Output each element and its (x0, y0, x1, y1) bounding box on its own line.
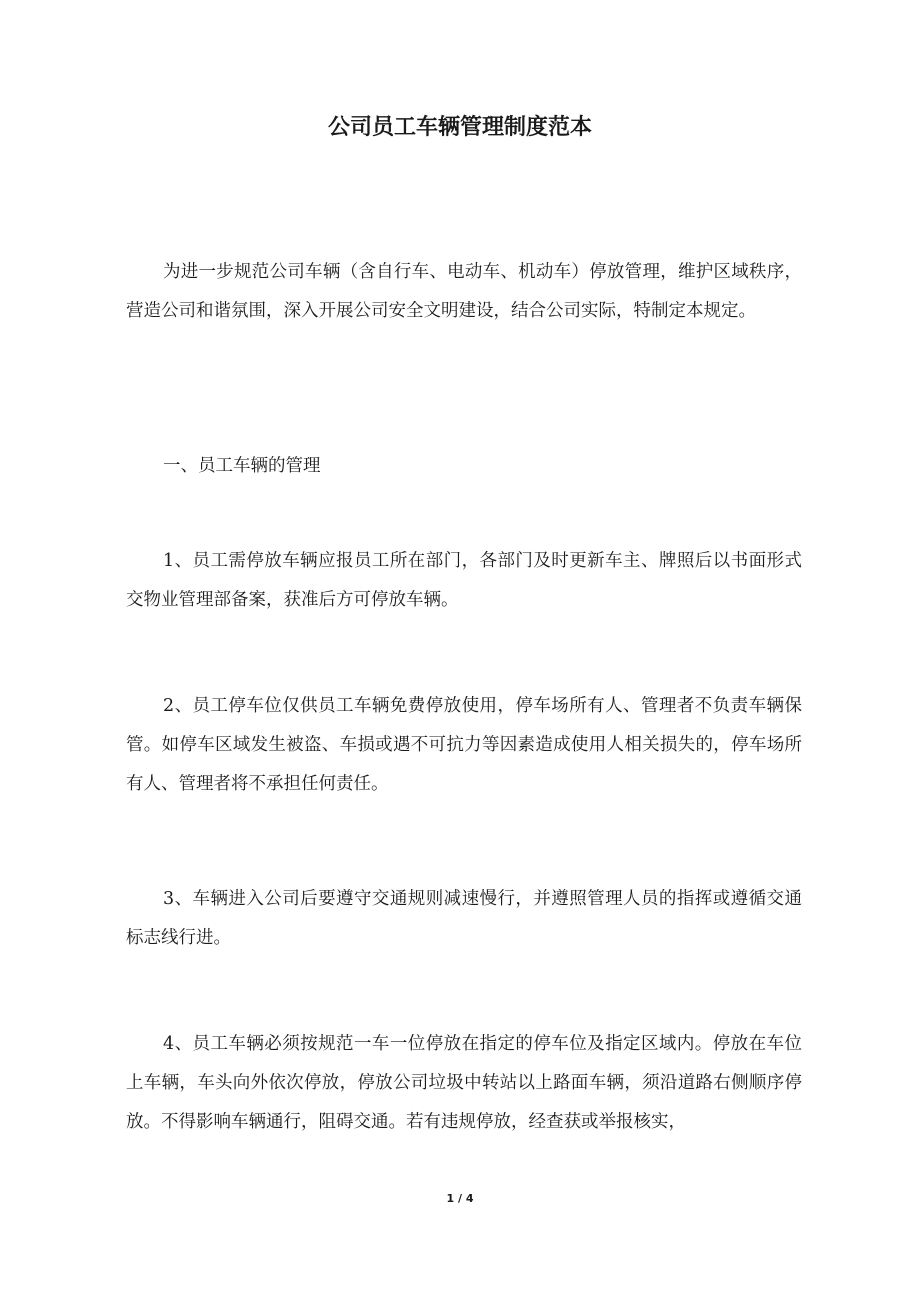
list-item-1: 1、员工需停放车辆应报员工所在部门，各部门及时更新车主、牌照后以书面形式交物业管理部备案，获准后方可停放车辆。 (126, 551, 802, 610)
intro-paragraph: 为进一步规范公司车辆（含自行车、电动车、机动车）停放管理，维护区域秩序，营造公司和谐氛围，深入开展公司安全文明建设，结合公司实际，特制定本规定。 (126, 262, 802, 321)
list-item-4: 4、员工车辆必须按规范一车一位停放在指定的停车位及指定区域内。停放在车位上车辆，车头向外依次停放，停放公司垃圾中转站以上路面车辆，须沿道路右侧顺序停放。不得影响车辆通行，阻碍交通。若有违规停放，经查获或举报核实， (126, 1034, 802, 1132)
document-title: 公司员工车辆管理制度范本 (327, 115, 592, 140)
list-item-2: 2、员工停车位仅供员工车辆免费停放使用，停车场所有人、管理者不负责车辆保管。如停车区域发生被盗、车损或遇不可抗力等因素造成使用人相关损失的，停车场所有人、管理者将不承担任何责任。 (126, 696, 802, 794)
section-heading: 一、员工车辆的管理 (163, 456, 321, 476)
list-item-3: 3、车辆进入公司后要遵守交通规则减速慢行，并遵照管理人员的指挥或遵循交通标志线行进。 (126, 889, 802, 948)
page-number: 1 / 4 (446, 1192, 474, 1205)
